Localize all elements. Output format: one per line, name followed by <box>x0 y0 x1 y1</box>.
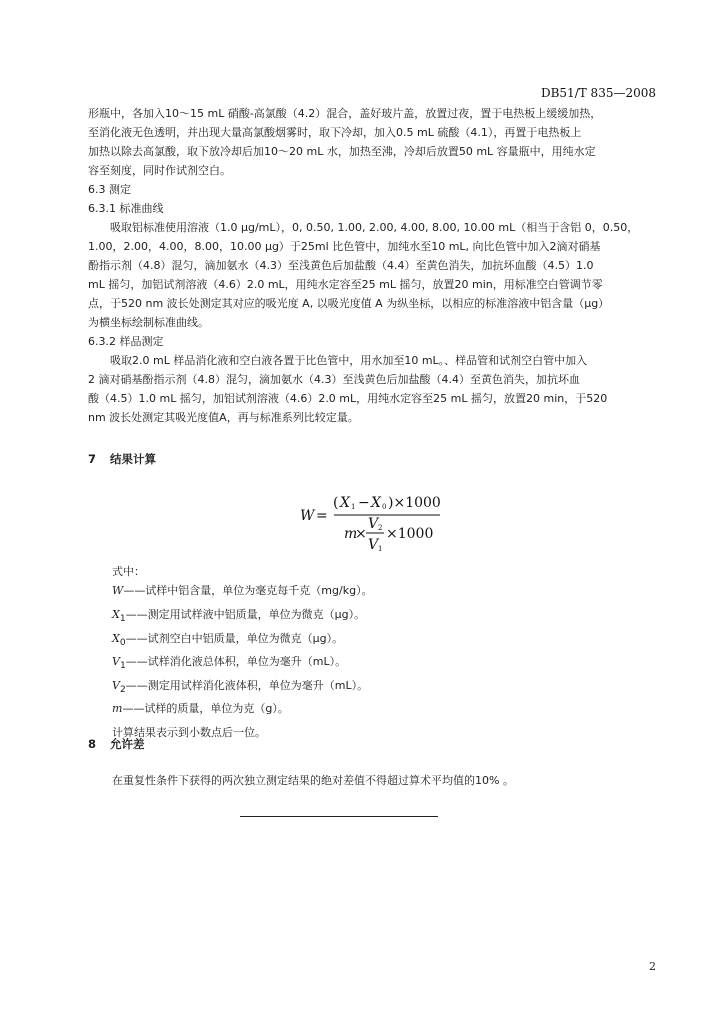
end-of-document-rule <box>240 816 438 817</box>
formula-x0: X <box>371 495 381 511</box>
definition-item <box>112 676 373 700</box>
text-line: 加热以除去高氯酸，取下放冷却后加10～20 mL 水，加热至沸，冷却后放置50 mL 容量瓶中，用纯水定 <box>88 145 596 158</box>
formula-x1: X <box>340 495 350 511</box>
formula-lhs: W <box>300 508 315 524</box>
def-text: ——试样中铝含量，单位为毫克每千克（mg/kg）。 <box>123 584 373 598</box>
def-subscript: 2 <box>119 683 126 695</box>
formula-v1-subscript: 1 <box>378 545 383 553</box>
formula-x1-subscript: 1 <box>351 503 356 511</box>
text-line: nm 波长处测定其吸光度值A，再与标准系列比较定量。 <box>88 411 359 424</box>
section-title: 结果计算 <box>110 452 156 466</box>
formula-numerator-tail: )×1000 <box>388 495 441 511</box>
def-symbol: X <box>112 631 120 645</box>
def-symbol: V <box>112 655 120 669</box>
def-text: ——试剂空白中铝质量，单位为微克（μg）。 <box>125 631 344 645</box>
text-line: 吸取铝标准使用溶液（1.0 μg/mL），0, 0.50, 1.00, 2.00, 4.00, 8.00, 10.00 mL（相当于含铝 0，0.50， <box>110 221 639 234</box>
definitions-intro: 式中： <box>112 565 145 578</box>
section-title: 允许差 <box>110 737 145 751</box>
def-text: ——试样的质量，单位为克（g）。 <box>122 702 289 716</box>
result-formula <box>300 490 480 560</box>
formula-denominator-tail: ×1000 <box>386 526 434 542</box>
text-line: 2 滴对硝基酚指示剂（4.8）混匀，滴加氨水（4.3）至浅黄色后加盐酸（4.4）至黄色消失，加抗坏血 <box>88 373 580 386</box>
section-number: 7 <box>88 452 97 466</box>
section-8-heading <box>88 736 145 752</box>
page-number: 2 <box>649 960 656 973</box>
heading-6-3: 6.3 测定 <box>88 183 131 196</box>
text-line: 吸取2.0 mL 样品消化液和空白液各置于比色管中，用水加至10 mL。、样品管和试剂空白管中加入 <box>110 354 588 367</box>
heading-6-3-2: 6.3.2 样品测定 <box>88 335 164 348</box>
def-text: ——测定用试样液中铝质量，单位为微克（μg）。 <box>125 608 366 621</box>
text-line: 至消化液无色透明，并出现大量高氯酸烟雾时，取下冷却，加入0.5 mL 硫酸（4.1），再置于电热板上 <box>88 126 582 139</box>
def-text: ——试样消化液总体积，单位为毫升（mL）。 <box>125 655 347 669</box>
def-subscript: 1 <box>119 660 126 672</box>
def-symbol: X <box>112 608 120 621</box>
rounding-note: 计算结果表示到小数点后一位。 <box>112 725 266 739</box>
formula-v1: V <box>368 537 379 553</box>
variable-definitions <box>112 562 373 742</box>
definition-item <box>112 629 373 653</box>
formula-m: m <box>344 526 358 542</box>
formula-minus: − <box>358 495 370 511</box>
formula-v2-subscript: 2 <box>378 524 383 532</box>
text-line: 1.00，2.00，4.00，8.00，10.00 μg）于25ml 比色管中，加纯水至10 mL, 向比色管中加入2滴对硝基 <box>88 240 601 253</box>
def-symbol: W <box>112 584 124 598</box>
standard-code: DB51/T 835—2008 <box>540 86 656 100</box>
def-text: ——测定用试样消化液体积，单位为毫升（mL）。 <box>125 678 369 692</box>
text-line: mL 摇匀，加铝试剂溶液（4.6）2.0 mL，用纯水定容至25 mL 摇匀，放置20 min，用标准空白管调节零 <box>88 278 603 291</box>
paragraph-digestion <box>88 104 658 427</box>
text-line: 点，于520 nm 波长处测定其对应的吸光度 A, 以吸光度值 A 为纵坐标，以相应的标准溶液中铝含量（μg） <box>88 297 610 310</box>
heading-6-3-1: 6.3.1 标准曲线 <box>88 202 164 215</box>
text-line: 为横坐标绘制标准曲线。 <box>88 316 209 329</box>
formula-equals: = <box>316 508 328 524</box>
tolerance-text: 在重复性条件下获得的两次独立测定结果的绝对差值不得超过算术平均值的10% 。 <box>112 774 514 787</box>
formula-x0-subscript: 0 <box>382 503 387 511</box>
def-subscript: 1 <box>119 613 126 625</box>
text-line: 酚指示剂（4.8）混匀，滴加氨水（4.3）至浅黄色后加盐酸（4.4）至黄色消失，加抗坏血酸（4.5）1.0 <box>88 259 594 272</box>
definition-item <box>112 581 373 605</box>
def-symbol: V <box>112 678 120 692</box>
def-subscript: 0 <box>119 636 126 648</box>
formula-svg <box>300 490 480 560</box>
text-line: 酸（4.5）1.0 mL 摇匀，加铝试剂溶液（4.6）2.0 mL，用纯水定容至25 mL 摇匀，放置20 min，于520 <box>88 392 608 405</box>
definition-item <box>112 652 373 676</box>
text-line: 容至刻度，同时作试剂空白。 <box>88 164 231 177</box>
section-7-heading <box>88 451 156 467</box>
definition-item <box>112 699 373 723</box>
text-line: 形瓶中，各加入10～15 mL 硝酸-高氯酸（4.2）混合，盖好玻片盖，放置过夜，置于电热板上缓缓加热， <box>88 107 602 120</box>
definition-item <box>112 605 373 629</box>
formula-times: × <box>355 526 367 542</box>
section-number: 8 <box>88 737 97 751</box>
def-symbol: m <box>112 702 123 716</box>
formula-paren-open: ( <box>333 495 339 511</box>
formula-v2: V <box>368 516 379 532</box>
